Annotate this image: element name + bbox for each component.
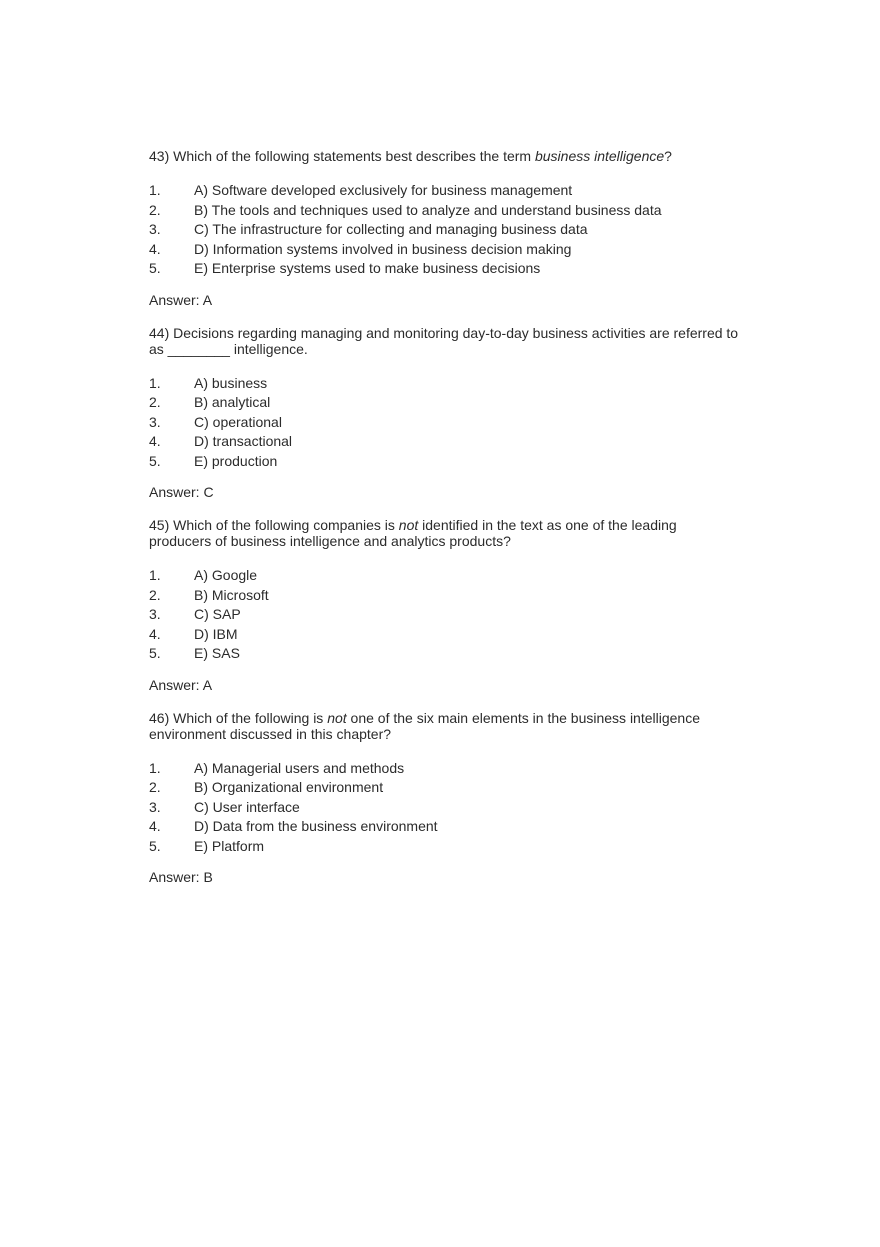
option-number: 3. [149,798,161,815]
option-text: B) analytical [194,394,271,410]
option-list [149,759,739,857]
answer-text: Answer: C [149,484,214,500]
option-text: C) The infrastructure for collecting and managing business data [194,221,588,237]
option-text: C) SAP [194,606,241,622]
option-number: 1. [149,182,161,198]
question-text [149,148,739,164]
option-number: 3. [149,606,161,622]
question-list [149,148,739,902]
option-text: A) Google [194,567,258,583]
option-number: 1. [149,374,161,391]
question-emphasis: not [327,709,347,726]
option-item [149,259,739,279]
option-number: 4. [149,433,161,449]
option-number: 3. [149,413,161,430]
option-text: D) transactional [194,433,293,449]
question-text [149,517,739,549]
option-text: A) business [194,374,268,391]
option-text: A) Software developed exclusively for business management [194,182,573,198]
question-block-43 [149,148,739,308]
question-text-part: 46) Which of the following is [149,709,328,726]
option-item [149,798,739,818]
option-number: 2. [149,394,161,410]
option-item [149,644,739,664]
option-item [149,586,739,606]
option-number: 4. [149,240,161,257]
option-number: 5. [149,645,161,661]
option-number: 4. [149,625,161,642]
option-number: 2. [149,586,161,603]
option-item [149,220,739,240]
option-item [149,566,739,586]
option-text: C) User interface [194,798,300,815]
question-text-part: 45) Which of the following companies is [149,517,399,533]
option-text: E) Enterprise systems used to make business decisions [194,260,541,276]
option-item [149,374,739,394]
question-text-part: identified in the text as one of the leading producers of business intelligence and analytics products? [149,517,677,549]
option-number: 2. [149,779,161,795]
option-text: A) Managerial users and methods [194,759,405,776]
option-number: 5. [149,837,161,854]
answer-text: Answer: A [149,676,213,693]
option-text: B) Microsoft [194,586,269,603]
option-number: 5. [149,260,161,276]
option-item [149,181,739,201]
option-item [149,452,739,472]
question-emphasis: not [398,517,419,533]
question-text-part: 44) Decisions regarding managing and monitoring day-to-day business activities are referred to as ________ intelligence. [149,324,739,357]
option-text: C) operational [194,413,282,430]
option-text: D) Information systems involved in business decision making [194,240,572,257]
option-item [149,605,739,625]
option-list [149,181,739,279]
option-item [149,625,739,645]
option-number: 1. [149,759,161,776]
question-text-part: ? [664,148,672,164]
question-text [149,325,739,357]
option-text: D) IBM [194,625,238,642]
question-emphasis: business intelligence [534,148,665,164]
option-text: B) Organizational environment [194,779,384,795]
question-block-45 [149,517,739,693]
option-item [149,778,739,798]
answer-text: Answer: B [149,869,213,885]
question-text [149,710,739,742]
option-item [149,240,739,260]
option-number: 5. [149,452,161,469]
option-item [149,759,739,779]
question-text-part: 43) Which of the following statements best describes the term [149,148,535,164]
option-item [149,393,739,413]
option-text: B) The tools and techniques used to analyze and understand business data [194,201,662,218]
option-item [149,413,739,433]
question-text-part: one of the six main elements in the business intelligence environment discussed in this chapter? [149,709,700,742]
option-item [149,837,739,857]
question-block-44 [149,325,739,501]
option-number: 3. [149,221,161,237]
option-number: 2. [149,201,161,218]
option-item [149,201,739,221]
option-number: 1. [149,567,161,583]
option-list [149,566,739,664]
question-block-46 [149,710,739,886]
option-text: E) SAS [194,645,240,661]
option-number: 4. [149,818,161,834]
answer-text: Answer: A [149,291,213,308]
option-item [149,432,739,452]
option-text: E) Platform [194,837,265,854]
option-list [149,374,739,472]
option-text: E) production [194,452,278,469]
option-item [149,817,739,837]
option-text: D) Data from the business environment [194,818,438,834]
